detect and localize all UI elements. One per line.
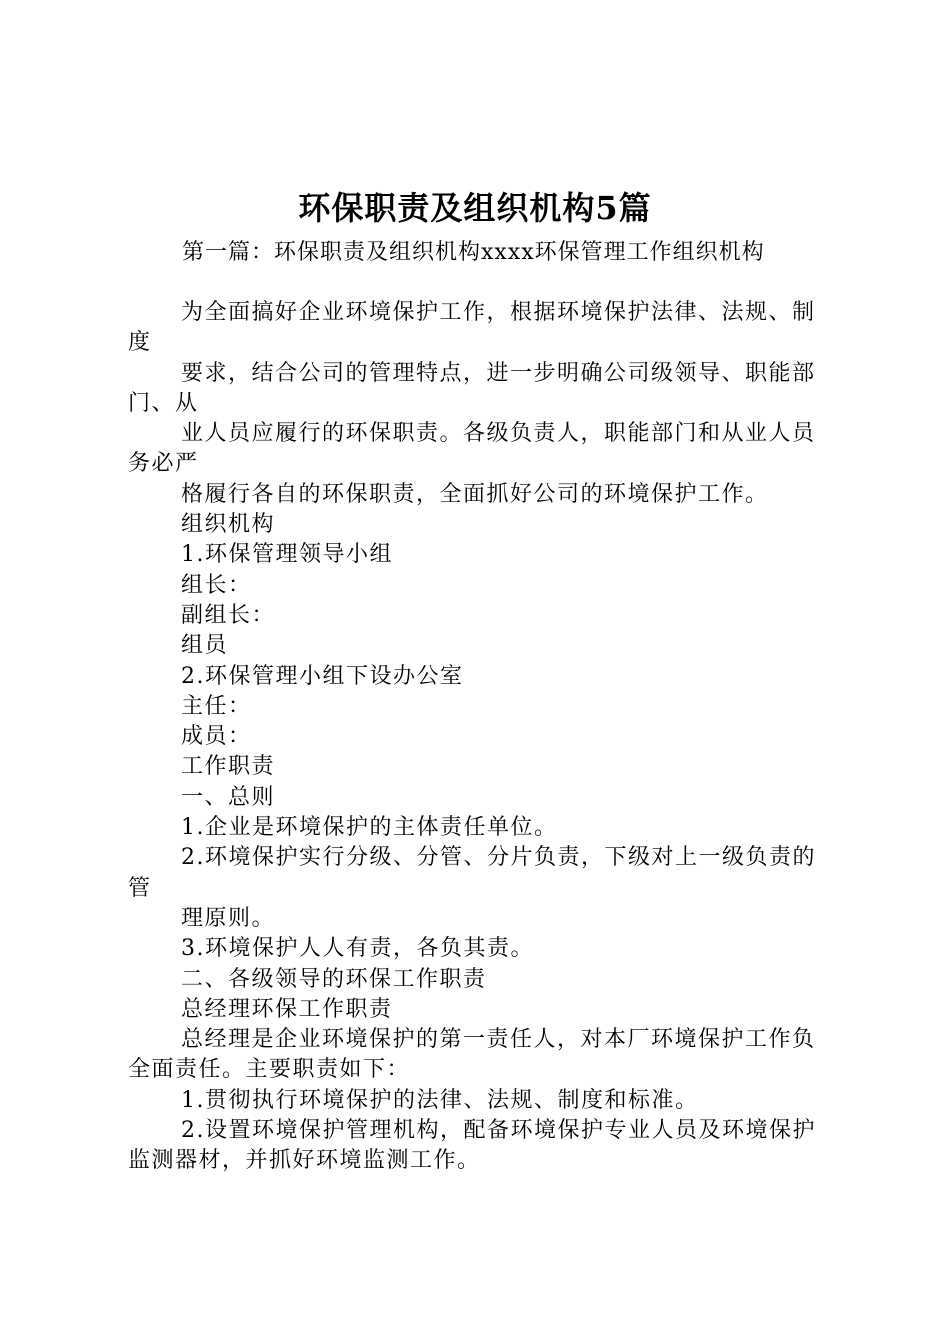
paragraph: 格履行各自的环保职责，全面抓好公司的环境保护工作。 (181, 481, 769, 507)
paragraph: 组员 (181, 633, 229, 659)
section-heading: 一、总则 (181, 784, 276, 810)
paragraph: 主任： (181, 693, 252, 719)
section-heading: 总经理环保工作职责 (181, 996, 393, 1022)
paragraph: 副组长： (181, 602, 276, 628)
paragraph: 组长： (181, 572, 252, 598)
paragraph: 2.环保管理小组下设办公室 (181, 663, 464, 689)
section-heading: 工作职责 (181, 754, 276, 780)
paragraph: 总经理是企业环境保护的第一责任人，对本厂环境保护工作负全面责任。主要职责如下： (128, 1027, 816, 1083)
paragraph: 3.环境保护人人有责，各负其责。 (181, 936, 534, 962)
paragraph: 2.设置环境保护管理机构，配备环境保护专业人员及环境保护监测器材，并抓好环境监测工作。 (128, 1118, 816, 1174)
paragraph: 1.企业是环境保护的主体责任单位。 (181, 815, 558, 841)
paragraph: 要求，结合公司的管理特点，进一步明确公司级领导、职能部门、从 (128, 360, 816, 416)
paragraph: 为全面搞好企业环境保护工作，根据环境保护法律、法规、制度 (128, 300, 816, 356)
document-title: 环保职责及组织机构5篇 (298, 189, 652, 227)
section-heading: 二、各级领导的环保工作职责 (181, 966, 487, 992)
section-heading: 组织机构 (181, 512, 276, 538)
paragraph: 1.贯彻执行环境保护的法律、法规、制度和标准。 (181, 1087, 699, 1113)
paragraph: 成员： (181, 724, 252, 750)
paragraph: 业人员应履行的环保职责。各级负责人，职能部门和从业人员务必严 (128, 421, 816, 477)
paragraph: 1.环保管理领导小组 (181, 542, 393, 568)
paragraph: 2.环境保护实行分级、分管、分片负责，下级对上一级负责的管 (128, 845, 816, 901)
document-subtitle: 第一篇：环保职责及组织机构xxxx环保管理工作组织机构 (182, 240, 765, 265)
document-body (128, 298, 836, 1177)
paragraph: 理原则。 (181, 905, 276, 931)
